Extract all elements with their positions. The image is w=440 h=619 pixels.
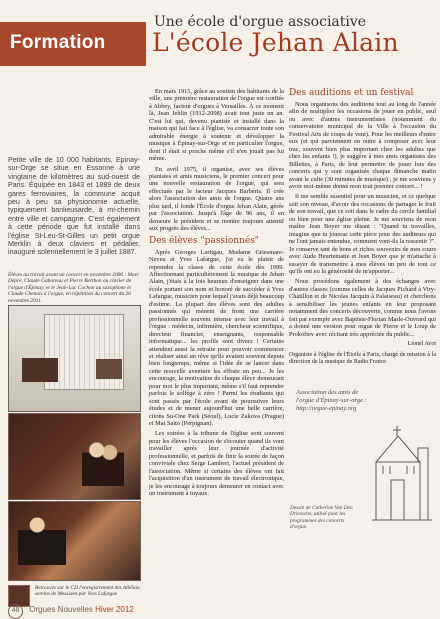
page-number: 48 <box>8 604 23 619</box>
association-box: Association des amis de l'orgue d'Épinay-sur-orge : http://orgue-epinay.org <box>296 389 367 412</box>
cd-note: Retrouvez sur le CD l'enregistrement des Alléluia sereins de Messiaen par Yves Lafargue <box>35 585 140 598</box>
author-credit: Organiste à l'église de l'Étoile à Paris, chargé de mission à la direction de la musique de Radio France <box>289 351 436 365</box>
organ-bench <box>96 359 122 379</box>
paragraph: Après Georges Lartigau, Madame Griesmare-Neveu et Yves Lafargue, j'ai eu le plaisir de reprendre la classe de cette école dès 1999. Affectionnant particulièrement la musique de Jehan Alain, j'étais à la fois heureux d'enseigner dans une école portant son nom et honoré de succéder à Yves Lafargue, musicien pour lequel j'avais déjà beaucoup d'estime. La plupart des élèves sont des adultes passionnés qui mènent de front une carrière professionnelle souvent intense avec leur travail à l'orgue : médecin, infirmière, chercheur scientifique, directeur financier, enseignants, responsable informatique... les profils sont divers ! Certains attendent aussi la retraite pour pouvoir commencer et réaliser ainsi un rêve qu'ils avaient souvent depuis bien longtemps, même si l'idée de se lancer dans cette nouvelle aventure les effraie un peu... Je les encourage, la motivation de chaque élève demeurant pour moi le plus important, même s'il faut reprendre parfois le solfège à zéro ! Parmi les étudiants qui sont passés par l'école avant de poursuivre leurs études et de mener aujourd'hui une belle carrière, citons Su-One Park (Séoul), Lucie Zakova (Prague) et Mai Saito (Perpignan). <box>149 248 284 428</box>
photo-caption: Élèves au travail avant un concert en novembre 2006 : Marc Dépré, Claude Gaboreau et Pierre Berthon au clavier de l'orgue d'Épinay, et le Jean-Luc Cochon au saxophone et Claude Chenais à l'orgue, en répétition du concert du 20 novembre 2011. <box>8 272 140 304</box>
right-column <box>289 88 436 382</box>
main-column <box>149 88 284 600</box>
church-drawing <box>366 418 436 536</box>
issue-label: Hiver 2012 <box>95 605 134 614</box>
students-figures <box>82 438 124 486</box>
drawing-caption: Dessin de Catherine Van Den Driessche, utilisé pour les programmes des concerts d'orgue. <box>290 505 353 530</box>
paragraph: En mars 1915, grâce au soutien des habitants de la ville, une première restauration de l'orgue est confiée à Abbey, facteur d'orgues à Versailles. À ce moment là, Jean Jehlin (1912-2008) avait tout juste un an. C'est lui qui, devenu pianiste et installé dans la maison qui fait face à l'église, va consacrer toute son admirable énergie à soutenir et développer la musique à Épinay-sur-Orge et en particulier l'orgue, dont il était si proche même s'il n'en jouait pas lui même. <box>149 88 284 163</box>
organ-console <box>22 358 58 382</box>
paragraph: Nous organisons des auditions tout au long de l'année afin de multiplier les occasions de jouer en public, seul ou avec d'autres instrumentistes (notamment du conservatoire municipal de la Ville à l'occasion du Festival Arts de coups de vent). Pour les meilleurs d'entre eux (et qui parviennent en outre à composer avec leur trac, souvent bien plus important chez les adultes que chez les enfants !), je suggère à mes amis organistes des Billettes, à Paris, de leur permettre de jouer lors des concerts qui y sont organisés chaque dimanche matin avant le culte (30 minutes de musique) ; je me souviens y avoir moi-même donné mon tout premier concert... ! <box>289 101 436 190</box>
paragraph: Il me semble essentiel pour un musicien, et ce quelque soit son niveau, d'avoir des occasions de partager le fruit de son travail, que ce soit dans le cadre du cercle familial ou bien pour une église pleine. Je me souviens de mon maître Jean Boyer me disant : "Quand tu travailles, imagine que tu joueras cette pièce pour des auditeurs qui ne l'ont jamais entendue, comment vont-ils la ressentir ?". Je conserve tant de bons et riches souvenirs de mes cours avec Aude Heurtematte et Jean Boyer que je m'attache à essayer de transmettre à mes élèves un peu de tout ce qu'ils ont eu la générosité de m'apporter... <box>289 193 436 275</box>
section-heading: Des auditions et un festival <box>289 88 414 98</box>
author-name: Lionel Avot <box>407 341 436 348</box>
intro-paragraph: Petite ville de 10 000 habitants, Epinay-sur-Orge se situe en Essonne à une vingtaine de kilomètres au sud-ouest de Paris. Équipée en 1843 et 1889 de deux gares ferroviaires, la commune acquit peu à peu sa physionomie actuelle, typiquement banlieusarde, à mi-chemin entre ville et campagne. C'est également à cette période que fut installé dans l'église St-Leu-St-Gilles un petit orgue Merklin à deux claviers et pédalier, inauguré solennellement le 3 juillet 1887. <box>8 156 140 257</box>
student-figure <box>18 515 66 565</box>
paragraph: Les soirées à la tribune de l'église sont souvent pour les élèves l'occasion de s'écouter quand ils vont travailler après leur journée d'activité professionnelle, et parfois de finir la soirée de façon conviviale chez Serge Lambert, l'actuel président de l'association. Même si certains des élèves ont fait l'acquisition d'un instrument de travail électronique, je les encourage à toujours demeurer en contact avec un instrument à tuyaux. <box>149 430 284 498</box>
section-heading: Des élèves "passionnés" <box>149 235 259 246</box>
article-kicker: Une école d'orgue associative <box>154 14 367 30</box>
magazine-name: Orgues Nouvelles <box>29 605 93 614</box>
page-footer <box>8 604 134 619</box>
section-label: Formation <box>10 32 106 53</box>
paragraph: Nous procédons également à des échanges avec d'autres classes (comme celles de Jacques Pichard à Viry-Chatillon et de Nicolas Jacquin à Palaiseau) et cherchons à sensibiliser les jeunes enfants en leur proposant notamment des concerts découverte, comme nous l'avons fait par exemple avec Baptiste-Florian Marle-Ouvrard qui a donné une version pour orgue de Pierre et le Loup de Prokofiev avec récitant très appréciée du public... <box>289 278 436 338</box>
paragraph: En avril 1975, il organise, avec ses élèves pianistes et amis musiciens, le premier concert pour une nouvelle restauration de l'orgue, qui sera effectuée par le facteur Jacques Barbéris. Il crée alors l'association des amis de l'orgue. Quatre ans plus tard, il fonde l'École d'orgue Jehan Alain, gérée par l'association. Jusqu'à l'âge de 96 ans, il en demeure le président et se montre toujours attentif aux progrès des élèves... <box>149 165 284 233</box>
article-title: L'école Jehan Alain <box>152 28 399 57</box>
